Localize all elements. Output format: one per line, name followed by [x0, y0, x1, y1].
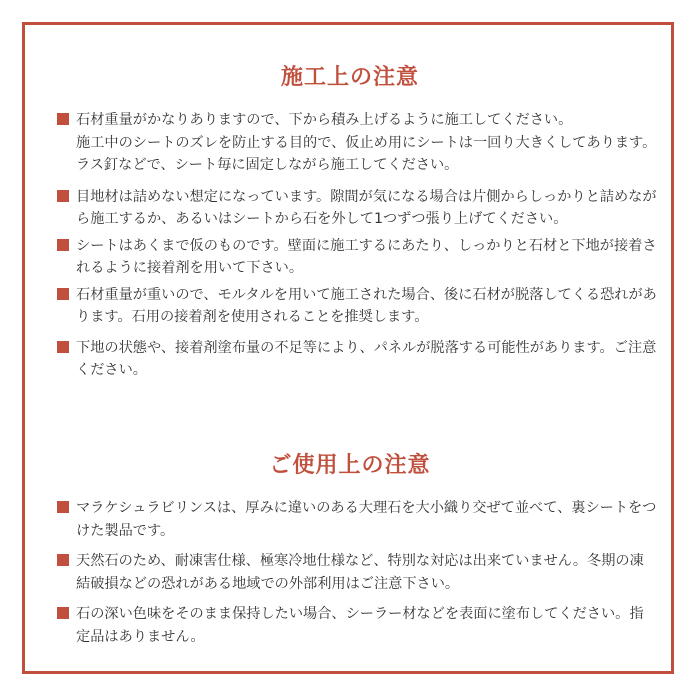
list-item-text: 天然石のため、耐凍害仕様、極寒冷地仕様など、特別な対応は出来ていません。冬期の凍結破損などの恐れがある地域での外部利用はご注意下さい。: [76, 553, 644, 592]
square-bullet-icon: [57, 288, 69, 300]
list-item: [57, 497, 657, 542]
list-item: [57, 337, 657, 382]
construction-notes-list: [57, 109, 657, 382]
list-item: [57, 109, 657, 177]
square-bullet-icon: [57, 113, 69, 125]
list-item-text: 目地材は詰めない想定になっています。隙間が気になる場合は片側からしっかりと詰めながら施工するか、あるいはシートから石を外して1つずつ張り上げてください。: [76, 188, 657, 227]
list-item: [57, 550, 657, 595]
list-item-text: マラケシュラビリンスは、厚みに違いのある大理石を大小織り交ぜて並べて、裏シートをつけた製品です。: [76, 500, 657, 539]
list-item: [57, 603, 657, 648]
list-item-text: シートはあくまで仮のものです。壁面に施工するにあたり、しっかりと石材と下地が接着されるように接着剤を用いて下さい。: [76, 237, 657, 276]
list-item-text: 石の深い色味をそのまま保持したい場合、シーラー材などを表面に塗布してください。指定品はありません。: [76, 606, 644, 645]
square-bullet-icon: [57, 501, 69, 513]
square-bullet-icon: [57, 341, 69, 353]
list-item: [57, 284, 657, 329]
list-item-text: 下地の状態や、接着剤塗布量の不足等により、パネルが脱落する可能性があります。ご注意ください。: [76, 339, 657, 378]
square-bullet-icon: [57, 554, 69, 566]
construction-notes-title: 施工上の注意: [280, 65, 419, 90]
square-bullet-icon: [57, 190, 69, 202]
list-item-text: 石材重量がかなりありますので、下から積み上げるように施工してください。 施工中のシートのズレを防止する目的で、仮止め用にシートは一回り大きくしてあります。ラス釘などで、シート毎に固定しながら施工してください。: [76, 112, 657, 173]
square-bullet-icon: [57, 239, 69, 251]
usage-notes-list: [57, 497, 657, 648]
usage-notes-title: ご使用上の注意: [269, 453, 431, 478]
square-bullet-icon: [57, 607, 69, 619]
list-item-text: 石材重量が重いので、モルタルを用いて施工された場合、後に石材が脱落してくる恐れがあります。石用の接着剤を使用されることを推奨します。: [76, 286, 657, 325]
list-item: [57, 186, 657, 231]
list-item: [57, 235, 657, 280]
